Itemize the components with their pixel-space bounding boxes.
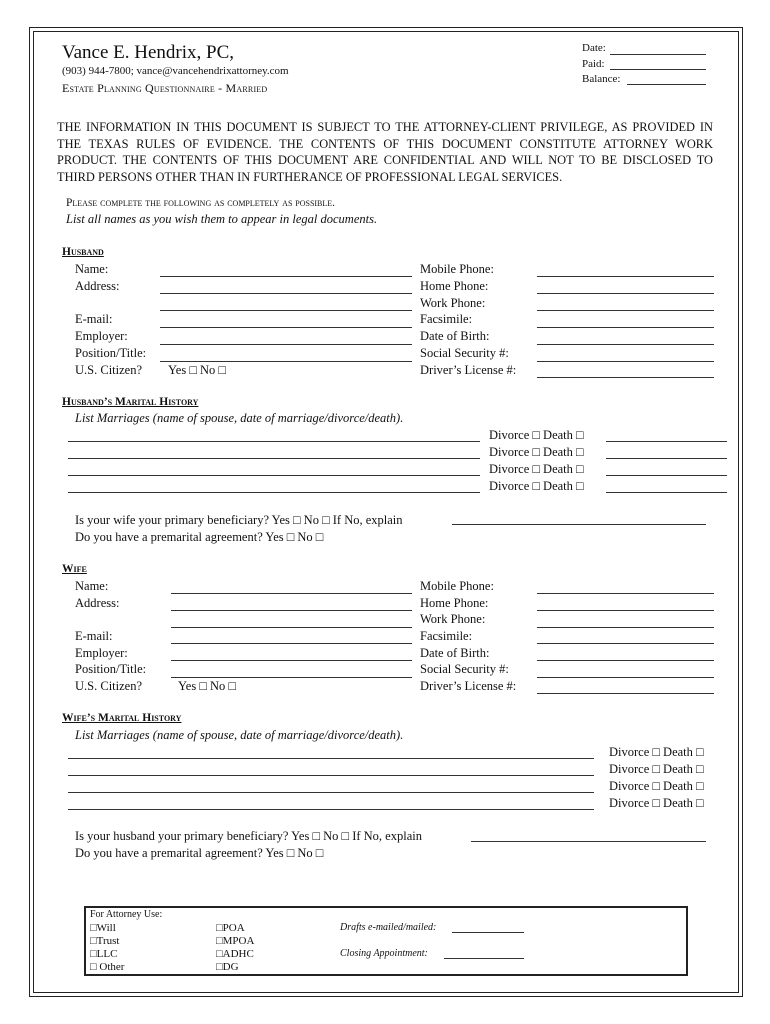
wife-citizen-label: U.S. Citizen? [75,679,143,693]
confidentiality-notice: THE INFORMATION IN THIS DOCUMENT IS SUBJECT TO THE ATTORNEY-CLIENT PRIVILEGE, AS PROVIDED IN THE TEXAS RULES OF EVIDENCE. THE CONTENTS OF THIS DOCUMENT CONSTITUTE ATTORNEY WORK PRODUCT. THE CONTENTS OF THIS DOCUMENT ARE CONFIDENTIAL AND WILL NOT TO BE DISCLOSED TO THIRD PERSONS OTHER THAN IN FURTHERANCE OF PROFESSIONAL LEGAL SERVICES. [57,120,713,184]
husband-name-label: Name: [75,262,109,276]
wife-mobile-label: Mobile Phone: [420,579,494,593]
husband-marriage-field[interactable] [68,458,480,459]
wife-email-label: E-mail: [75,629,113,643]
wife-beneficiary-question[interactable]: Is your wife your primary beneficiary? Yes □ No □ If No, explain [75,513,403,527]
dg-checkbox[interactable]: □DG [216,961,239,973]
closing-appointment-label: Closing Appointment: [340,948,428,959]
husband-mobile-field[interactable] [537,276,714,277]
husband-position-field[interactable] [160,361,412,362]
husband-dl-field[interactable] [537,377,714,378]
wife-history-prompt: List Marriages (name of spouse, date of marriage/divorce/death). [75,728,404,742]
wife-mobile-field[interactable] [537,593,714,594]
wife-dl-label: Driver’s License #: [420,679,517,693]
husband-employer-field[interactable] [160,344,412,345]
wife-dob-label: Date of Birth: [420,646,490,660]
wife-name-field[interactable] [171,593,412,594]
husband-beneficiary-question[interactable]: Is your husband your primary beneficiary? Yes □ No □ If No, explain [75,829,422,843]
husband-home-label: Home Phone: [420,279,489,293]
wife-marriage-option[interactable]: Divorce □ Death □ [609,796,704,810]
wife-home-field[interactable] [537,610,714,611]
wife-work-field[interactable] [537,627,714,628]
wife-marriage-option[interactable]: Divorce □ Death □ [609,779,704,793]
wife-marriage-field[interactable] [68,775,594,776]
husband-ssn-field[interactable] [537,361,714,362]
husband-marriage-date-field[interactable] [606,458,727,459]
husband-dob-label: Date of Birth: [420,329,490,343]
husband-dl-label: Driver’s License #: [420,363,517,377]
wife-home-label: Home Phone: [420,596,489,610]
husband-marriage-field[interactable] [68,475,480,476]
drafts-label: Drafts e-mailed/mailed: [340,922,437,933]
husband-marriage-date-field[interactable] [606,475,727,476]
husband-marriage-option[interactable]: Divorce □ Death □ [489,428,584,442]
mpoa-checkbox[interactable]: □MPOA [216,935,255,947]
attorney-use-box [84,906,688,976]
drafts-field[interactable] [452,932,524,933]
husband-position-label: Position/Title: [75,346,147,360]
husband-heading: Husband [62,246,104,258]
instructions-complete: Please complete the following as completely as possible. [66,197,336,209]
wife-address-field[interactable] [171,610,412,611]
attorney-use-heading: For Attorney Use: [90,909,163,920]
husband-history-prompt: List Marriages (name of spouse, date of marriage/divorce/death). [75,411,404,425]
trust-checkbox[interactable]: □Trust [90,935,120,947]
wife-email-field[interactable] [171,643,412,644]
wife-marriage-option[interactable]: Divorce □ Death □ [609,745,704,759]
husband-email-label: E-mail: [75,312,113,326]
husband-marriage-option[interactable]: Divorce □ Death □ [489,479,584,493]
balance-field[interactable] [627,84,706,85]
wife-marriage-field[interactable] [68,792,594,793]
wife-address-label: Address: [75,596,120,610]
other-checkbox[interactable]: □ Other [90,961,125,973]
wife-marriage-field[interactable] [68,809,594,810]
wife-citizen-options[interactable]: Yes □ No □ [178,679,236,693]
adhc-checkbox[interactable]: □ADHC [216,948,254,960]
husband-fax-field[interactable] [537,327,714,328]
wife-history-heading: Wife’s Marital History [62,712,182,724]
husband-address-field[interactable] [160,293,412,294]
closing-appointment-field[interactable] [444,958,524,959]
wife-name-label: Name: [75,579,109,593]
husband-marriage-option[interactable]: Divorce □ Death □ [489,445,584,459]
wife-ssn-field[interactable] [537,677,714,678]
wife-employer-label: Employer: [75,646,128,660]
husband-citizen-label: U.S. Citizen? [75,363,143,377]
husband-address-label: Address: [75,279,120,293]
date-field[interactable] [610,54,706,55]
balance-label: Balance: [582,73,621,85]
husband-home-field[interactable] [537,293,714,294]
wife-address-field-2[interactable] [171,627,412,628]
paid-label: Paid: [582,58,605,70]
wife-work-label: Work Phone: [420,612,486,626]
wife-dl-field[interactable] [537,693,714,694]
husband-marriage-field[interactable] [68,492,480,493]
date-label: Date: [582,42,606,54]
husband-history-heading: Husband’s Marital History [62,396,199,408]
instructions-names: List all names as you wish them to appear in legal documents. [66,212,378,226]
wife-dob-field[interactable] [537,660,714,661]
husband-marriage-date-field[interactable] [606,492,727,493]
husband-marriage-option[interactable]: Divorce □ Death □ [489,462,584,476]
husband-marriage-field[interactable] [68,441,480,442]
husband-work-label: Work Phone: [420,296,486,310]
wife-fax-label: Facsimile: [420,629,473,643]
wife-position-field[interactable] [171,677,412,678]
poa-checkbox[interactable]: □POA [216,922,245,934]
wife-heading: Wife [62,563,87,575]
llc-checkbox[interactable]: □LLC [90,948,118,960]
wife-marriage-field[interactable] [68,758,594,759]
will-checkbox[interactable]: □Will [90,922,116,934]
wife-position-label: Position/Title: [75,662,147,676]
husband-beneficiary-explain-field[interactable] [471,841,706,842]
wife-marriage-option[interactable]: Divorce □ Death □ [609,762,704,776]
firm-name: Vance E. Hendrix, PC, [62,42,235,63]
husband-premarital-question[interactable]: Do you have a premarital agreement? Yes □ No □ [75,530,324,544]
husband-employer-label: Employer: [75,329,128,343]
paid-field[interactable] [610,69,706,70]
husband-fax-label: Facsimile: [420,312,473,326]
wife-ssn-label: Social Security #: [420,662,509,676]
wife-beneficiary-explain-field[interactable] [452,524,706,525]
wife-employer-field[interactable] [171,660,412,661]
husband-dob-field[interactable] [537,344,714,345]
form-title: Estate Planning Questionnaire - Married [62,81,268,95]
husband-email-field[interactable] [160,327,412,328]
husband-marriage-date-field[interactable] [606,441,727,442]
husband-mobile-label: Mobile Phone: [420,262,494,276]
husband-work-field[interactable] [537,310,714,311]
husband-address-field-2[interactable] [160,310,412,311]
wife-fax-field[interactable] [537,643,714,644]
firm-contact: (903) 944-7800; vance@vancehendrixattorney.com [62,65,289,77]
husband-ssn-label: Social Security #: [420,346,509,360]
husband-citizen-options[interactable]: Yes □ No □ [168,363,226,377]
husband-name-field[interactable] [160,276,412,277]
wife-premarital-question[interactable]: Do you have a premarital agreement? Yes □ No □ [75,846,324,860]
